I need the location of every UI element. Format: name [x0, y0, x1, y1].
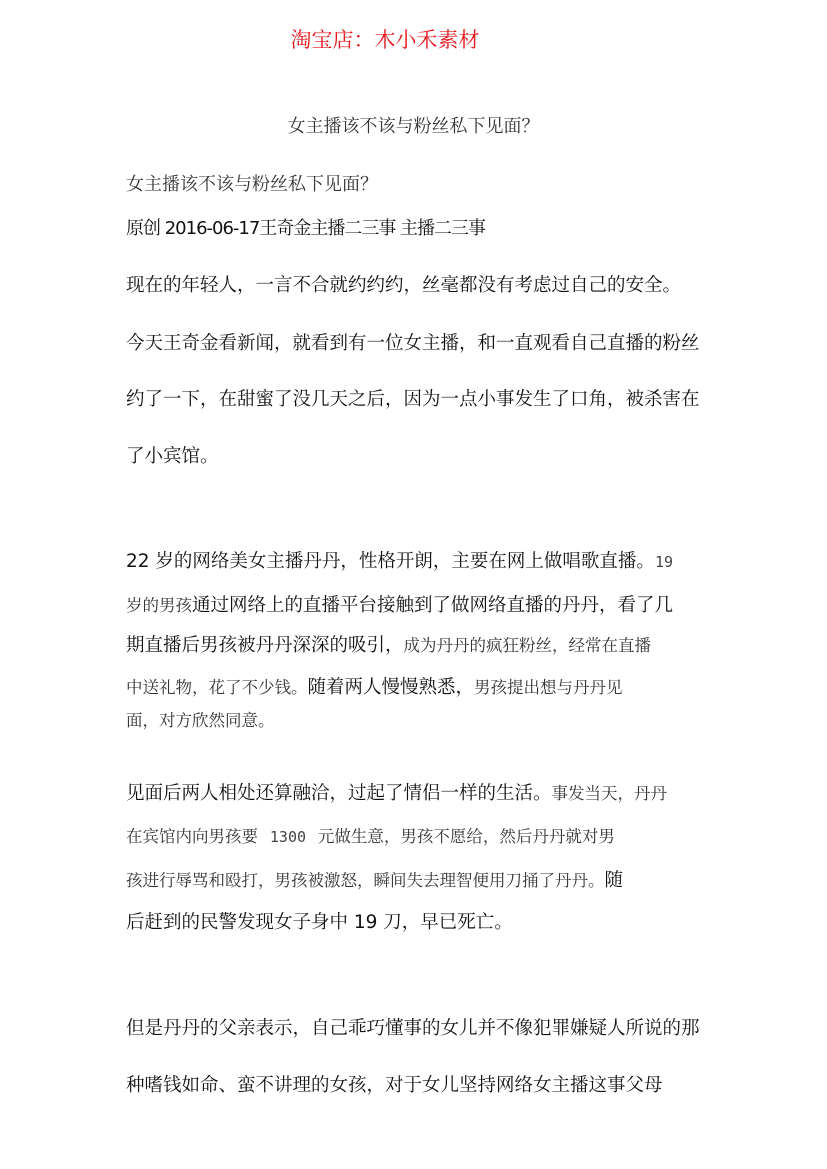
paragraph-line	[126, 547, 673, 573]
paragraph-line: 了小宾馆。	[126, 446, 219, 467]
paragraph-line	[126, 779, 667, 805]
text-run: 期直播后男孩被丹丹深深的吸引，	[126, 635, 404, 656]
paragraph-line: 今天王奇金看新闻，就看到有一位女主播，和一直观看自己直播的粉丝	[126, 333, 700, 354]
text-run: 岁的男孩	[126, 596, 192, 615]
text-run: 见面后两人相处还算融洽，过起了情侣一样的生活。	[126, 783, 552, 804]
paragraph-line	[126, 673, 623, 699]
text-run: 中送礼物，花了不少钱。	[126, 678, 308, 697]
paragraph-line: 后赶到的民警发现女子身中 19 刀，早已死亡。	[126, 912, 513, 933]
paragraph-line	[126, 866, 623, 892]
shop-watermark: 淘宝店：木小禾素材	[290, 28, 480, 52]
text-run: 19	[654, 553, 673, 571]
text-run: 男孩提出想与丹丹见	[474, 678, 623, 697]
paragraph-line: 面，对方欣然同意。	[126, 711, 275, 730]
text-run: 成为丹丹的疯狂粉丝，经常在直播	[403, 636, 652, 655]
text-run: 随着两人慢慢熟悉，	[307, 677, 475, 698]
article-subtitle: 女主播该不该与粉丝私下见面？	[126, 174, 378, 195]
text-run: 1300	[269, 828, 307, 846]
paragraph-line	[126, 591, 673, 617]
text-run: 孩进行辱骂和殴打，男孩被激怒，瞬间失去理智便用刀捅了丹丹。	[126, 871, 605, 890]
article-title: 女主播该不该与粉丝私下见面？	[287, 116, 540, 137]
text-run: 22 岁的网络美女主播丹丹，性格开朗，主要在网上做唱歌直播。	[126, 551, 655, 572]
paragraph-line: 种嗜钱如命、蛮不讲理的女孩，对于女儿坚持网络女主播这事父母	[126, 1075, 663, 1096]
text-run: 通过网络上的直播平台接触到了做网络直播的丹丹，看了几	[192, 595, 674, 616]
text-run: 元做生意，男孩不愿给，然后丹丹就对男	[317, 827, 615, 846]
paragraph-line	[126, 631, 651, 657]
text-run: 在宾馆内向男孩要	[126, 827, 258, 846]
article-meta: 原创 2016-06-17王奇金主播二三事 主播二三事	[126, 218, 486, 239]
paragraph-line: 现在的年轻人，一言不合就约约约，丝毫都没有考虑过自己的安全。	[126, 275, 682, 296]
text-run: 随	[604, 870, 624, 891]
paragraph-line: 但是丹丹的父亲表示，自己乖巧懂事的女儿并不像犯罪嫌疑人所说的那	[126, 1018, 700, 1039]
text-run: 事发当天，丹丹	[551, 784, 668, 803]
paragraph-line: 约了一下，在甜蜜了没几天之后，因为一点小事发生了口角，被杀害在	[126, 389, 700, 410]
paragraph-line	[126, 823, 615, 847]
